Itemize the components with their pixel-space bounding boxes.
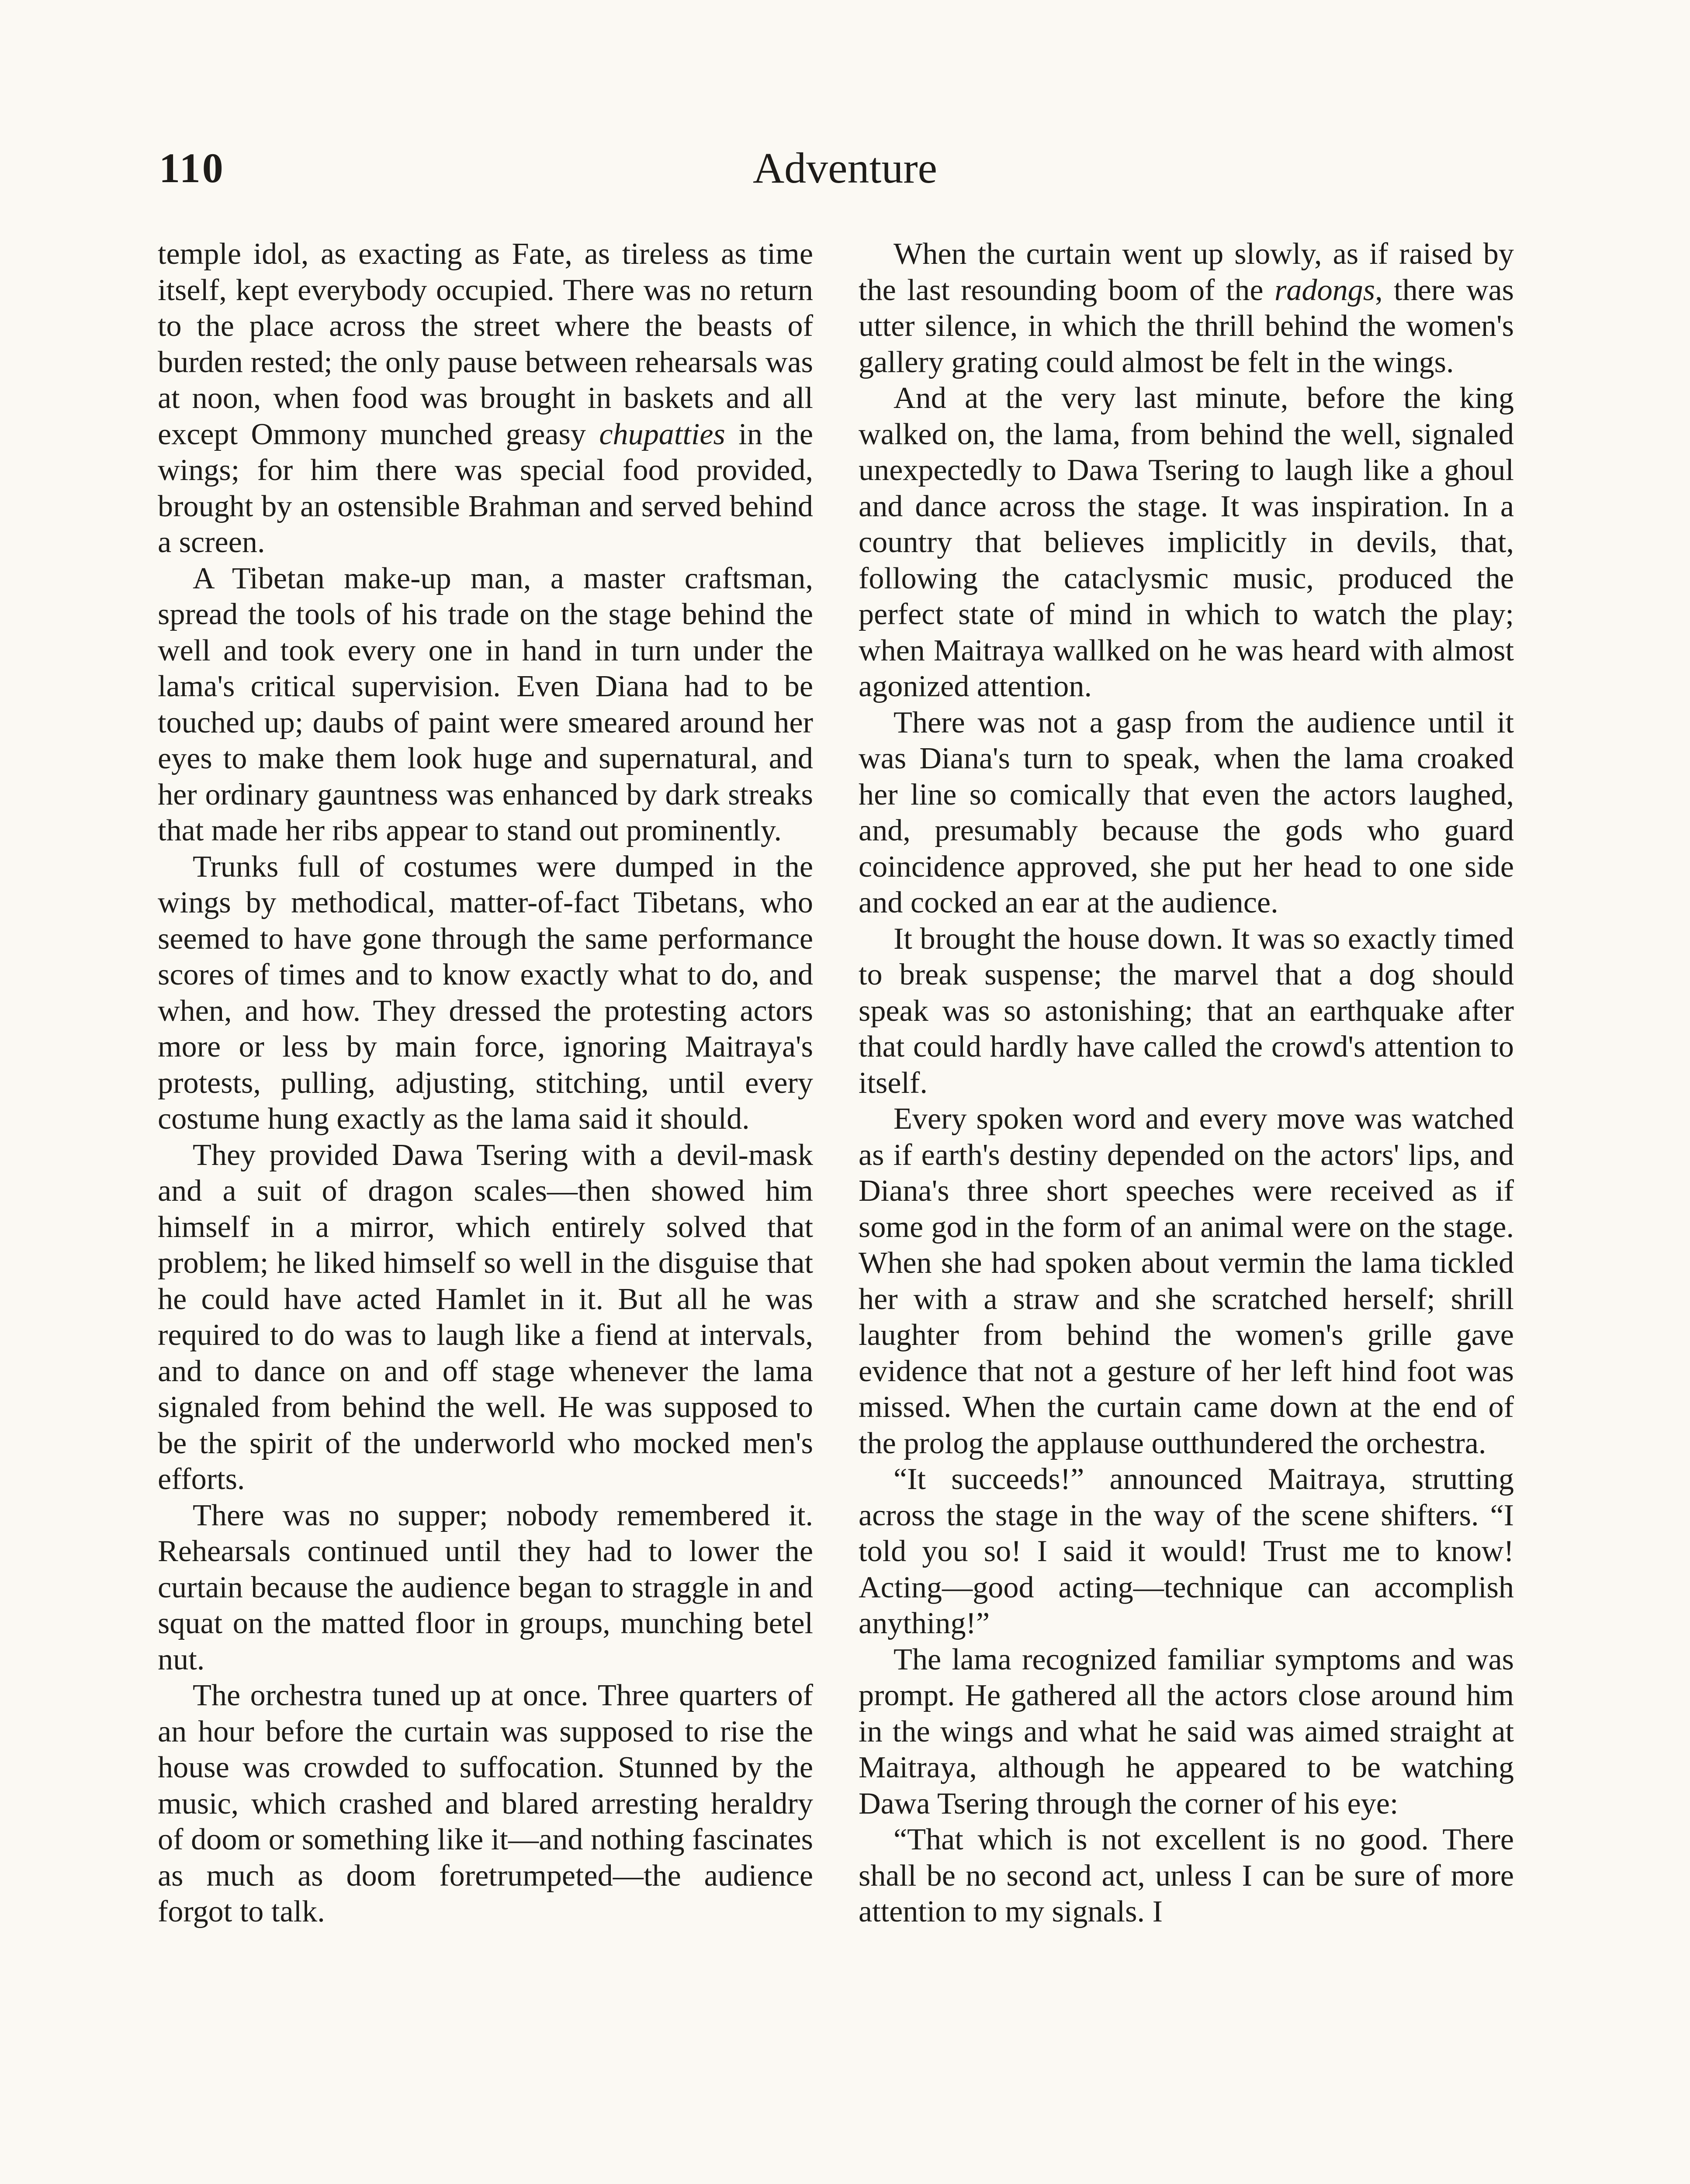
paragraph: It brought the house down. It was so exactly timed to break suspense; the marvel that a dog should speak was so astonishing; that an earthquake after that could hardly have called the crowd's attention to itself. [859, 921, 1514, 1100]
paragraph: “It succeeds!” announced Maitraya, strutting across the stage in the way of the scene shifters. “I told you so! I said it would! Trust me to know! Acting—good acting—technique can accomplish anything!” [859, 1462, 1514, 1640]
paragraph: Trunks full of costumes were dumped in the wings by methodical, matter-of-fact Tibetans, who seemed to have gone through the same performance scores of times and to know exactly what to do, and when, and how. They dressed the protesting actors more or less by main force, ignoring Maitraya's protests, pulling, adjusting, stitching, until every costume hung exactly as the lama said it should. [158, 849, 813, 1136]
page-header [0, 144, 1690, 197]
right-column [859, 236, 1514, 1930]
left-column [158, 236, 813, 1930]
paragraph: There was no supper; nobody remembered it. Rehearsals continued until they had to lower the curtain because the audience began to straggle in and squat on the matted floor in groups, munching betel nut. [158, 1498, 813, 1676]
paragraph: temple idol, as exacting as Fate, as tireless as time itself, kept everybody occupied. There was no return to the place across the street where the beasts of burden rested; the only pause between rehearsals was at noon, when food was brought in baskets and all except Ommony munched greasy chupatties in the wings; for him there was special food provided, brought by an ostensible Brahman and served behind a screen. [158, 237, 813, 559]
paragraph: “That which is not excellent is no good. There shall be no second act, unless I can be sure of more attention to my signals. I [859, 1822, 1514, 1928]
paragraph: And at the very last minute, before the king walked on, the lama, from behind the well, signaled unexpectedly to Dawa Tsering to laugh like a ghoul and dance across the stage. It was inspiration. In a country that believes implicitly in devils, that, following the cataclysmic music, produced the perfect state of mind in which to watch the play; when Maitraya wallked on he was heard with almost agonized attention. [859, 381, 1514, 703]
paragraph: A Tibetan make-up man, a master craftsman, spread the tools of his trade on the stage behind the well and took every one in hand in turn under the lama's critical supervision. Even Diana had to be touched up; daubs of paint were smeared around her eyes to make them look huge and supernatural, and her ordinary gauntness was enhanced by dark streaks that made her ribs appear to stand out prominently. [158, 561, 813, 847]
paragraph: Every spoken word and every move was watched as if earth's destiny depended on the actors' lips, and Diana's three short speeches were received as if some god in the form of an animal were on the stage. When she had spoken about vermin the lama tickled her with a straw and she scratched herself; shrill laughter from behind the women's grille gave evidence that not a gesture of her left hind foot was missed. When the curtain came down at the end of the prolog the applause outthundered the orchestra. [859, 1102, 1514, 1460]
paragraph: When the curtain went up slowly, as if raised by the last resounding boom of the radongs, there was utter silence, in which the thrill behind the women's gallery grating could almost be felt in the wings. [859, 237, 1514, 379]
magazine-title: Adventure [752, 144, 938, 192]
page-number: 110 [159, 145, 225, 191]
paragraph: The lama recognized familiar symptoms and was prompt. He gathered all the actors close around him in the wings and what he said was aimed straight at Maitraya, although he appeared to be watching Dawa Tsering through the corner of his eye: [859, 1642, 1514, 1821]
paragraph: There was not a gasp from the audience until it was Diana's turn to speak, when the lama croaked her line so comically that even the actors laughed, and, presumably because the gods who guard coincidence approved, she put her head to one side and cocked an ear at the audience. [859, 705, 1514, 919]
paragraph: They provided Dawa Tsering with a devil-mask and a suit of dragon scales—then showed him himself in a mirror, which entirely solved that problem; he liked himself so well in the disguise that he could have acted Hamlet in it. But all he was required to do was to laugh like a fiend at intervals, and to dance on and off stage whenever the lama signaled from behind the well. He was supposed to be the spirit of the underworld who mocked men's efforts. [158, 1137, 813, 1496]
paragraph: The orchestra tuned up at once. Three quarters of an hour before the curtain was supposed to rise the house was crowded to suffocation. Stunned by the music, which crashed and blared arresting heraldry of doom or something like it—and nothing fascinates as much as doom foretrumpeted—the audience forgot to talk. [158, 1678, 813, 1928]
